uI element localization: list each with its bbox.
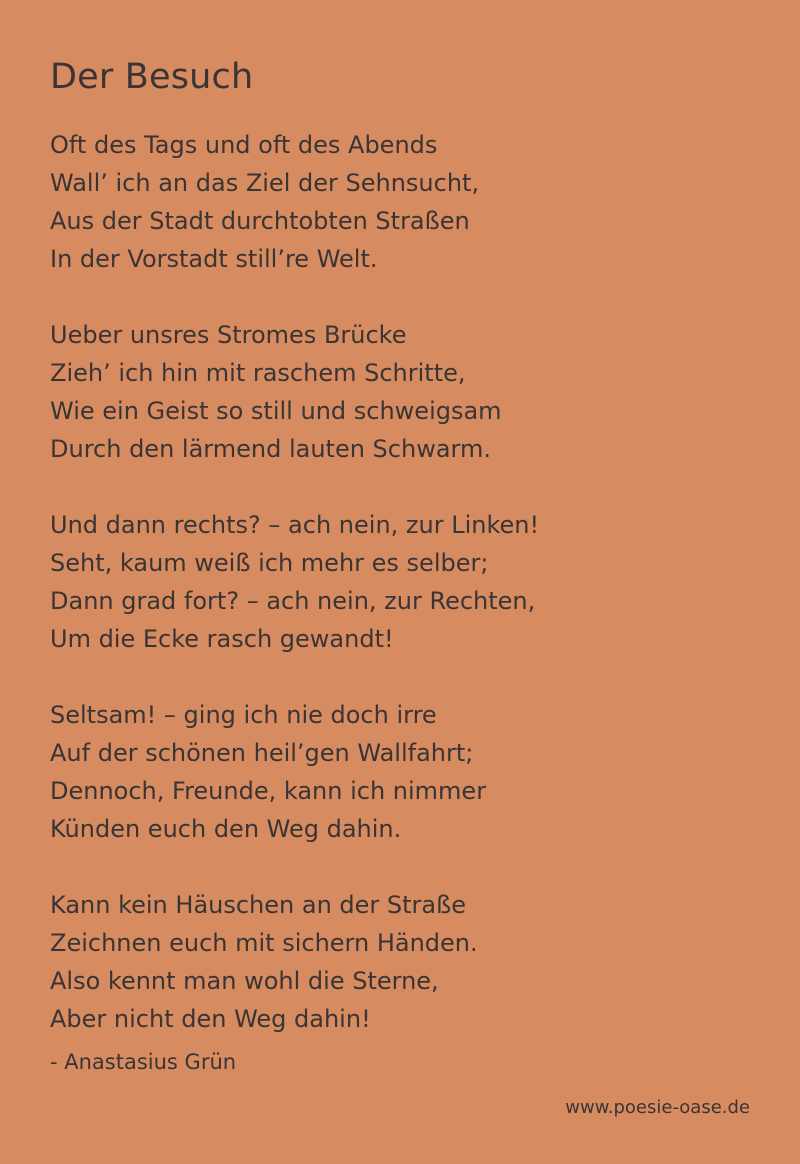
stanza-2 xyxy=(50,316,770,468)
poem-line: Kann kein Häuschen an der Straße xyxy=(50,891,467,919)
poem-line: Zeichnen euch mit sichern Händen. xyxy=(50,929,478,957)
poem-line: Seltsam! – ging ich nie doch irre xyxy=(50,701,437,729)
poem-line: Zieh’ ich hin mit raschem Schritte, xyxy=(50,359,466,387)
poem-line: Also kennt man wohl die Sterne, xyxy=(50,967,439,995)
poem-line: Aber nicht den Weg dahin! xyxy=(50,1005,371,1033)
poem-line: Künden euch den Weg dahin. xyxy=(50,815,402,843)
poem-line: Seht, kaum weiß ich mehr es selber; xyxy=(50,549,489,577)
poem-body xyxy=(50,126,770,1076)
poem-title: Der Besuch xyxy=(50,57,254,97)
poem-line: Aus der Stadt durchtobten Straßen xyxy=(50,207,470,235)
poem-line: Auf der schönen heil’gen Wallfahrt; xyxy=(50,739,474,767)
poem-line: Wie ein Geist so still und schweigsam xyxy=(50,397,502,425)
stanza-3 xyxy=(50,506,770,658)
poem-line: Und dann rechts? – ach nein, zur Linken! xyxy=(50,511,540,539)
stanza-1 xyxy=(50,126,770,278)
website-url: www.poesie-oase.de xyxy=(565,1097,750,1118)
poem-line: Oft des Tags und oft des Abends xyxy=(50,131,438,159)
stanza-4 xyxy=(50,696,770,848)
poem-page xyxy=(50,0,770,1164)
poem-line: In der Vorstadt still’re Welt. xyxy=(50,245,378,273)
poem-line: Ueber unsres Stromes Brücke xyxy=(50,321,407,349)
stanza-5 xyxy=(50,886,770,1038)
poem-line: Dennoch, Freunde, kann ich nimmer xyxy=(50,777,487,805)
poem-author: - Anastasius Grün xyxy=(50,1050,237,1074)
poem-line: Durch den lärmend lauten Schwarm. xyxy=(50,435,491,463)
poem-line: Um die Ecke rasch gewandt! xyxy=(50,625,394,653)
poem-line: Dann grad fort? – ach nein, zur Rechten, xyxy=(50,587,536,615)
poem-line: Wall’ ich an das Ziel der Sehnsucht, xyxy=(50,169,480,197)
